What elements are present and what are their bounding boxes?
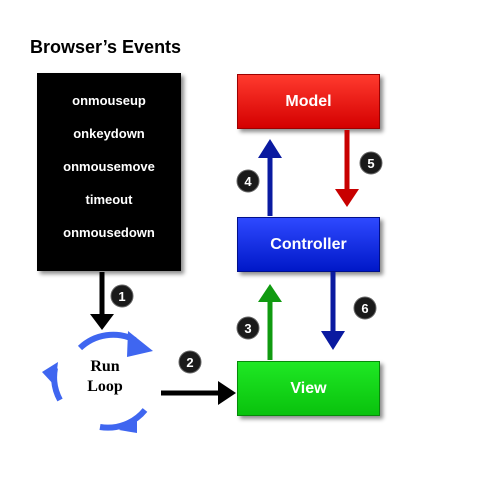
step-badge-4 bbox=[237, 170, 259, 192]
step-label-3: 3 bbox=[244, 321, 252, 336]
step-badge-3 bbox=[237, 317, 259, 339]
run-loop-arrowhead-top bbox=[127, 331, 153, 357]
event-onkeydown: onkeydown bbox=[73, 126, 145, 141]
run-loop-arc-bottom bbox=[100, 410, 145, 428]
arrow-2 bbox=[161, 381, 236, 405]
step-badge-6 bbox=[354, 297, 376, 319]
event-onmouseup: onmouseup bbox=[72, 93, 146, 108]
run-loop-arc-top bbox=[80, 335, 135, 348]
event-onmousedown: onmousedown bbox=[63, 225, 155, 240]
arrow-5 bbox=[335, 130, 359, 207]
controller-box: Controller bbox=[237, 217, 380, 272]
step-label-4: 4 bbox=[244, 174, 252, 189]
arrow-6 bbox=[321, 272, 345, 350]
diagram-title: Browser’s Events bbox=[30, 37, 182, 57]
model-box: Model bbox=[237, 74, 380, 129]
arrow-3 bbox=[258, 284, 282, 360]
step-label-6: 6 bbox=[361, 301, 369, 316]
step-badge-1 bbox=[111, 285, 133, 307]
event-onmousemove: onmousemove bbox=[63, 159, 155, 174]
step-label-1: 1 bbox=[118, 289, 126, 304]
view-box: View bbox=[237, 361, 380, 416]
step-label-5: 5 bbox=[367, 156, 375, 171]
run-loop-label bbox=[67, 357, 143, 397]
run-loop-label-line2: Loop bbox=[87, 378, 123, 395]
step-label-2: 2 bbox=[186, 355, 194, 370]
run-loop-label-line1: Run bbox=[90, 358, 120, 375]
step-badge-2 bbox=[179, 351, 201, 373]
arrow-1 bbox=[90, 272, 114, 330]
event-timeout: timeout bbox=[85, 192, 133, 207]
step-badge-5 bbox=[360, 152, 382, 174]
arrow-4 bbox=[258, 139, 282, 216]
